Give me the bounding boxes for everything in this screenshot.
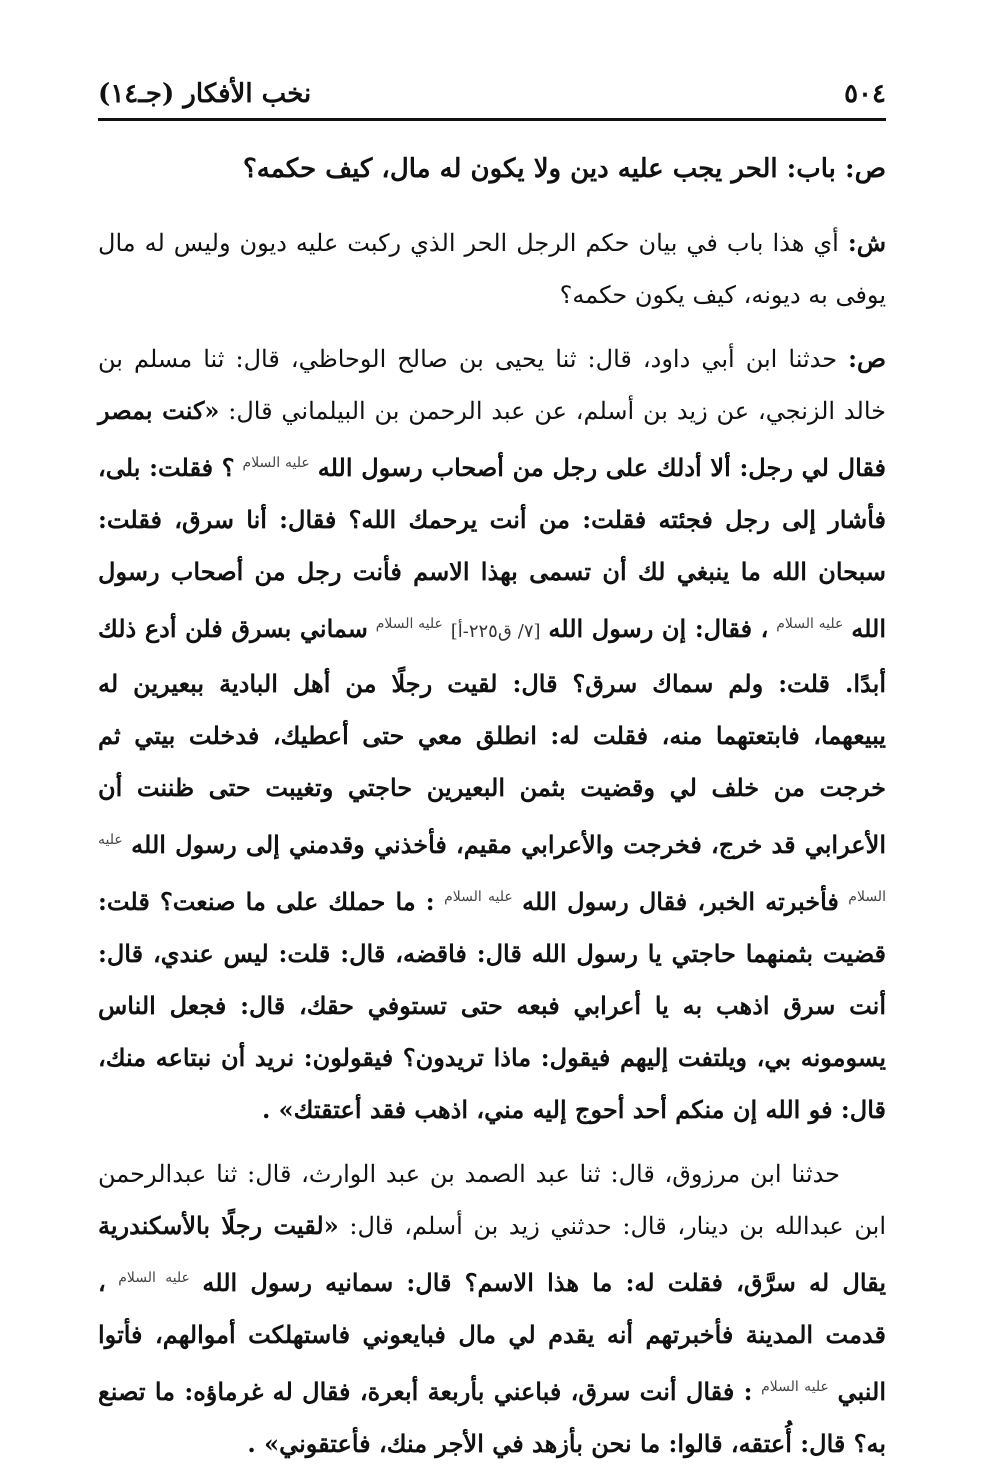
honorific-mark: عليه السلام	[444, 889, 513, 905]
hadith-2-paragraph	[98, 1148, 886, 1470]
page-number: ٥٠٤	[844, 79, 886, 109]
chapter-marker: ص:	[844, 154, 886, 184]
hadith-1-isnad: حدثنا ابن أبي داود، قال: ثنا يحيى بن صالح الوحاظي، قال: ثنا مسلم بن خالد الزنجي، عن زيد بن أسلم، عن عبد الرحمن بن البيلماني قال:	[98, 345, 886, 425]
book-title: نخب الأفكار (جـ١٤)	[98, 79, 312, 109]
hadith-1-text-5: فأخبرته الخبر، فقال رسول الله	[522, 887, 839, 916]
hadith-2-text-3: : فقال أنت سرق، فباعني بأربعة أبعرة، فقال له غرماؤه: ما تصنع به؟ قال: أُعتقه، قالوا: ما نحن بأزهد في الأجر منك، فأعتقوني» .	[98, 1377, 886, 1458]
running-head	[98, 74, 886, 114]
hadith-2-isnad: حدثنا ابن مرزوق، قال: ثنا عبد الصمد بن عبد الوارث، قال: ثنا عبدالرحمن ابن عبدالله بن دينار، قال: حدثني زيد بن أسلم، قال:	[98, 1160, 886, 1240]
honorific-mark: عليه السلام	[242, 455, 310, 471]
commentary-marker: ش:	[847, 228, 887, 257]
commentary-paragraph	[98, 217, 886, 321]
hadith-1-text-3: ، فقال: إن رسول الله	[548, 614, 769, 643]
hadith-1-paragraph	[98, 333, 886, 1136]
honorific-mark: عليه السلام	[375, 616, 443, 632]
honorific-mark: عليه السلام	[761, 1379, 829, 1395]
hadith-2-text-2: ، قدمت المدينة فأخبرتهم أنه يقدم لي مال فبايعوني فاستهلكت أموالهم، فأتوا النبي	[98, 1268, 886, 1406]
hadith-1-text-6: : ما حملك على ما صنعت؟ قلت: قضيت بثمنهما حاجتي يا رسول الله قال: فاقضه، قال: قلت: ليس عندي، قال: أنت سرق اذهب به يا أعرابي فبعه حتى تستوفي حقك، قال: فجعل الناس يسومونه بي، ويلتفت إليهم فيقول: ماذا تريدون؟ فيقولون: نريد أن نبتاعه منك، قال: فو الله إن منكم أحد أحوج إليه مني، اذهب فقد أعتقتك» .	[98, 887, 886, 1124]
hadith-1-marker: ص:	[848, 344, 886, 373]
hadith-2-text-1: «لقيت رجلًا بالأسكندرية يقال له سرَّق، فقلت له: ما هذا الاسم؟ قال: سمانيه رسول الله	[98, 1211, 886, 1297]
manuscript-reference: [٧/ ق٢٢٥-أ]	[450, 621, 541, 642]
header-divider	[98, 118, 886, 121]
page-body	[98, 150, 886, 1482]
honorific-mark: عليه السلام	[98, 832, 886, 905]
honorific-mark: عليه السلام	[118, 1270, 190, 1286]
chapter-title: باب: الحر يجب عليه دين ولا يكون له مال، كيف حكمه؟	[242, 154, 836, 184]
honorific-mark: عليه السلام	[776, 616, 844, 632]
commentary-text: أي هذا باب في بيان حكم الرجل الحر الذي ركبت عليه ديون وليس له مال يوفى به ديونه، كيف يكون حكمه؟	[98, 229, 886, 309]
chapter-heading	[98, 150, 886, 189]
hadith-1-text-2: ؟ فقلت: بلى، فأشار إلى رجل فجئته فقلت: من أنت يرحمك الله؟ فقال: أنا سرق، فقلت: سبحان الله ما ينبغي لك أن تسمى بهذا الاسم فأنت رجل من أصحاب رسول الله	[98, 453, 887, 643]
hadith-1-text-1: «كنت بمصر فقال لي رجل: ألا أدلك على رجل من أصحاب رسول الله	[98, 396, 887, 482]
hadith-1-text-4: سماني بسرق فلن أدع ذلك أبدًا. قلت: ولم سماك سرق؟ قال: لقيت رجلًا من أهل البادية ببعيرين له يبيعهما، فابتعتهما منه، فقلت له: انطلق معي حتى أعطيك، فدخلت بيتي ثم خرجت من خلف لي وقضيت بثمن البعيرين حاجتي وتغيبت حتى ظننت أن الأعرابي قد خرج، فخرجت والأعرابي مقيم، فأخذني وقدمني إلى رسول الله	[98, 614, 886, 859]
